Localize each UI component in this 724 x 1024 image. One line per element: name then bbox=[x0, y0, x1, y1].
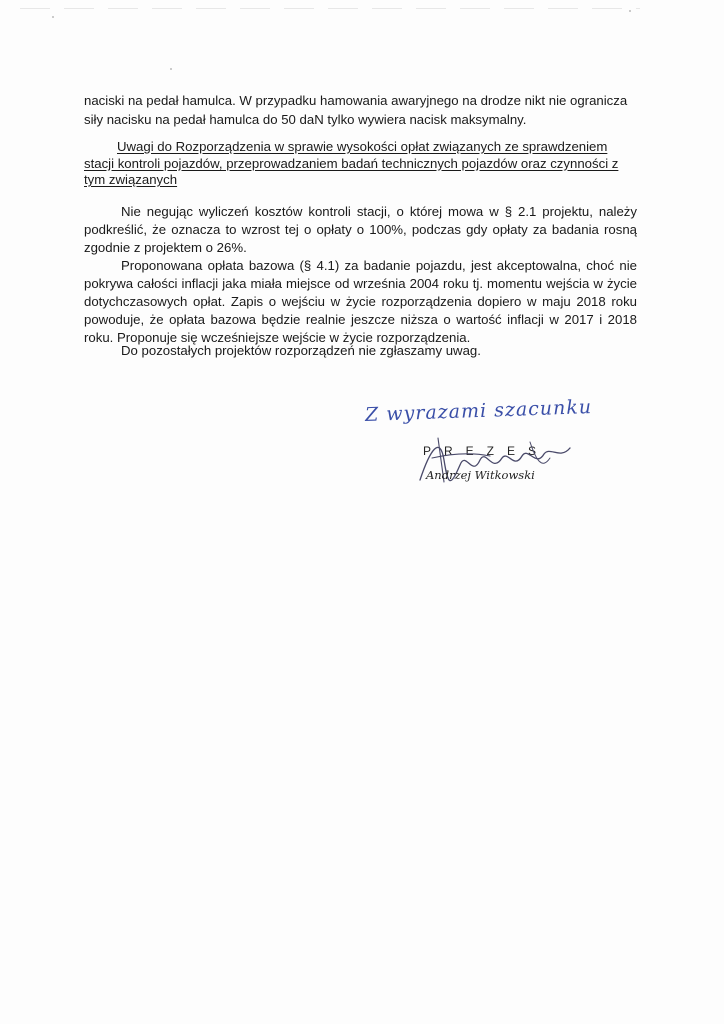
scan-speck bbox=[629, 10, 631, 12]
signatory-title: PREZES bbox=[423, 444, 550, 458]
handwritten-greeting: Z wyrazami szacunku bbox=[364, 396, 593, 426]
paragraph-brake-pressure: naciski na pedał hamulca. W przypadku hamowania awaryjnego na drodze nikt nie ogranicza siły nacisku na pedał hamulca do 50 daN tylko wywiera nacisk maksymalny. bbox=[84, 93, 628, 127]
scan-speck bbox=[170, 68, 172, 70]
paragraph-no-remarks: Do pozostałych projektów rozporządzeń nie zgłaszamy uwag. bbox=[121, 343, 481, 358]
paragraph-base-fee: Proponowana opłata bazowa (§ 4.1) za badanie pojazdu, jest akceptowalna, choć nie pokrywa całości inflacji jaka miała miejsce od września 2004 roku tj. momentu wejścia w życie dotychczasowych opłat. Zapis o wejściu w życie rozporządzenia dopiero w maju 2018 roku powoduje, że opłata bazowa będzie realnie jeszcze niższa o wartość inflacji w 2017 i 2018 roku. Proponuje się wcześniejsze wejście w życie rozporządzenia. bbox=[84, 258, 637, 345]
scan-artifact-line bbox=[20, 8, 640, 9]
scan-speck bbox=[52, 16, 54, 18]
signature-block bbox=[360, 392, 660, 502]
signatory-name: Andrzej Witkowski bbox=[426, 468, 535, 482]
section-heading-remarks: Uwagi do Rozporządzenia w sprawie wysokości opłat związanych ze sprawdzeniem stacji kontroli pojazdów, przeprowadzaniem badań technicznych pojazdów oraz czynności z tym związanych bbox=[84, 139, 619, 187]
paragraph-station-costs: Nie negując wyliczeń kosztów kontroli stacji, o której mowa w § 2.1 projektu, należy podkreślić, że oznacza to wzrost tej o opłaty o 100%, podczas gdy opłaty za badania rosną zgodnie z projektem o 26%. bbox=[84, 204, 637, 255]
